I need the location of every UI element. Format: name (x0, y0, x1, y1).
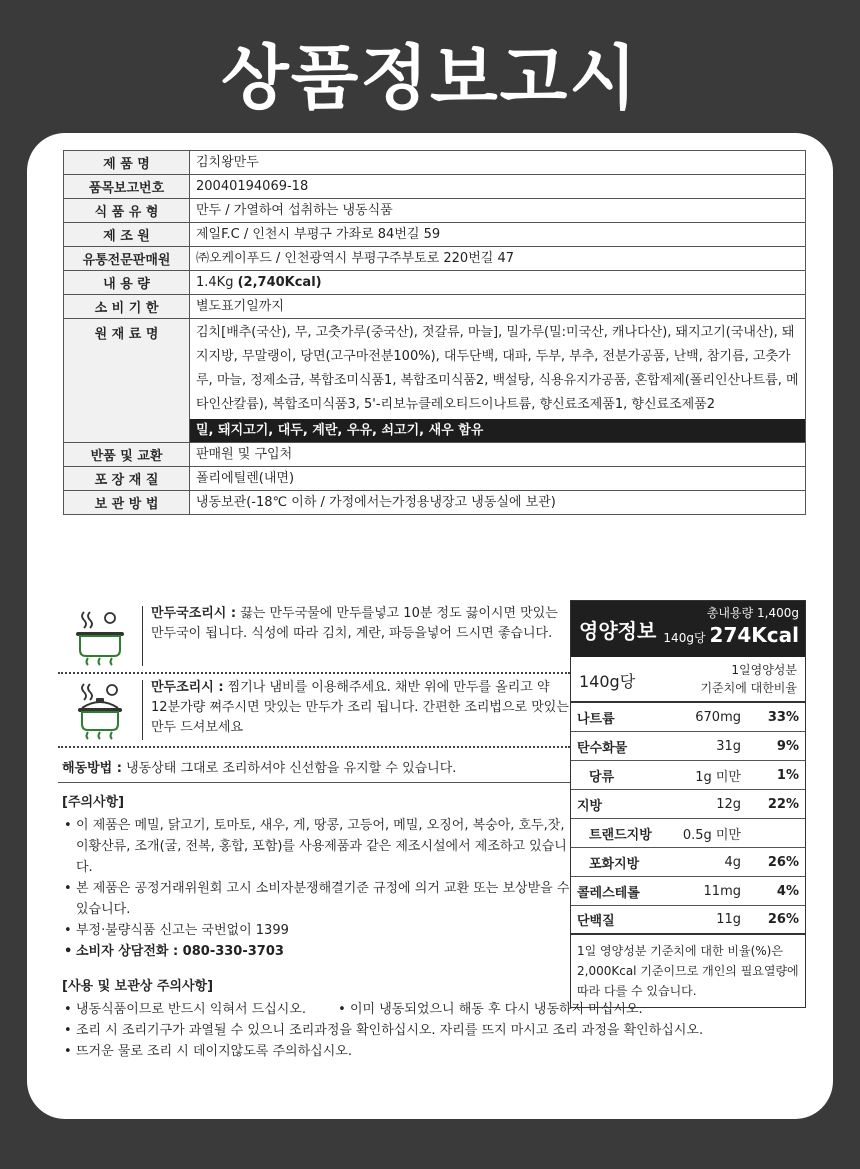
table-row (64, 491, 806, 515)
row-value: 만두 / 가열하여 섭취하는 냉동식품 (190, 199, 806, 223)
row-value (190, 271, 806, 295)
nutrition-facts (570, 600, 806, 1008)
nutrient-percent: 9% (776, 738, 799, 754)
nutrition-title: 영양정보 (579, 619, 657, 643)
nutrient-name: 콜레스테롤 (577, 885, 640, 901)
row-label: 유통전문판매원 (64, 247, 190, 271)
nutrient-row (571, 906, 805, 935)
steam-cooking-box (58, 674, 570, 746)
table-row (64, 295, 806, 319)
daily-value-line1: 1일영양성분 (731, 663, 797, 677)
usage-heading: [사용 및 보관상 주의사항] (62, 979, 214, 994)
thaw-text: 냉동상태 그대로 조리하셔야 신선함을 유지할 수 있습니다. (126, 761, 457, 776)
nutrient-name: 단백질 (577, 914, 615, 929)
cooking-section (58, 600, 570, 783)
usage-item-inline: 이미 냉동되었으니 해동 후 다시 냉동하지 마십시오. (349, 1002, 643, 1017)
row-value: 김치왕만두 (190, 151, 806, 175)
cooking-title: 만두조리시 : (151, 680, 224, 695)
row-value: 폴리에틸렌(내면) (190, 467, 806, 491)
nutrient-row (571, 848, 805, 877)
thaw-title: 해동방법 : (62, 761, 122, 776)
nutrient-row (571, 790, 805, 819)
row-label: 제 조 원 (64, 223, 190, 247)
net-kcal: (2,740Kcal) (237, 275, 322, 290)
nutrient-percent: 26% (767, 912, 799, 927)
nutrient-amount: 670mg (695, 709, 741, 725)
nutrient-row (571, 819, 805, 848)
nutrient-amount: 12g (716, 796, 741, 812)
soup-cooking-box (58, 600, 570, 672)
row-label: 소 비 기 한 (64, 295, 190, 319)
divider (58, 782, 570, 783)
nutrient-row (571, 877, 805, 906)
daily-value-line2: 기준치에 대한비율 (700, 681, 797, 695)
cooking-desc: 찜기나 냄비를 이용해주세요. 채반 위에 만두를 올리고 약 12분가량 쪄주시면 맛있는 만두가 조리 됩니다. 간편한 조리법으로 맛있는 만두 드셔보세요 (151, 680, 569, 735)
total-amount: 총내용량 1,400g (706, 606, 799, 620)
row-label: 포 장 재 질 (64, 467, 190, 491)
thaw-method (58, 748, 570, 782)
daily-value-label (692, 657, 805, 701)
serving-kcal (663, 623, 799, 647)
row-value (190, 319, 806, 443)
nutrient-amount: 0.5g 미만 (682, 827, 741, 843)
page-title: 상품정보고시 (221, 37, 639, 119)
ingredients-text: 김치[배추(국산), 무, 고춧가루(중국산), 젓갈류, 마늘], 밀가루(밀:미국산, 캐나다산), 돼지고기(국내산), 돼지지방, 무말랭이, 당면(고구마전분100%), 대두단백, 대파, 두부, 부추, 전분가공품, 난백, 참기름, 고춧가루, 마늘, 정제소금, 복합조미식품1, 복합조미식품2, 백설탕, 식용유지가공품, 혼합제제(폴리인산나트륨, 메타인산칼륨), 복합조미식품3, 5'-리보뉴클레오티드이나트륨, 향신료조제품1, 향신료조제품2 (196, 325, 799, 412)
nutrient-percent: 22% (767, 796, 799, 812)
row-value: ㈜오케이푸드 / 인천광역시 부평구주부토로 220번길 47 (190, 247, 806, 271)
row-label: 식 품 유 형 (64, 199, 190, 223)
nutrient-percent: 4% (776, 883, 799, 899)
row-label: 반품 및 교환 (64, 443, 190, 467)
table-row (64, 151, 806, 175)
steamer-icon (58, 674, 142, 746)
nutrient-amount: 31g (716, 738, 741, 754)
nutrition-footnote: 1일 영양성분 기준치에 대한 비율(%)은 2,000Kcal 기준이므로 개인의 필요열량에 따라 다를 수 있습니다. (577, 944, 799, 998)
row-label: 보 관 방 법 (64, 491, 190, 515)
row-label: 내 용 량 (64, 271, 190, 295)
table-row (64, 271, 806, 295)
list-item: • 본 제품은 공정거래위원회 고시 소비자분쟁해결기준 규정에 의거 교환 또는 보상받을 수 있습니다. (62, 878, 572, 920)
steam-cooking-text (143, 674, 570, 746)
nutrient-name: 당류 (589, 769, 615, 785)
nutrient-row (571, 732, 805, 761)
serving-size: 140g당 (663, 631, 706, 645)
nutrient-percent: 1% (776, 767, 799, 783)
nutrition-header (571, 601, 805, 657)
nutrient-percent: 26% (767, 854, 799, 870)
consumer-phone: • 소비자 상담전화 : 080-330-3703 (62, 941, 572, 962)
row-value: 20040194069-18 (190, 175, 806, 199)
table-row (64, 319, 806, 443)
table-row (64, 175, 806, 199)
nutrient-amount: 1g 미만 (695, 769, 741, 785)
nutrient-name: 포화지방 (589, 856, 640, 872)
nutrient-name: 나트륨 (577, 711, 615, 727)
nutrient-amount: 11g (716, 912, 741, 927)
row-label: 원 재 료 명 (64, 319, 190, 443)
nutrient-percent: 33% (767, 709, 799, 725)
list-item: • 뜨거운 물로 조리 시 데이지않도록 주의하십시오. (62, 1041, 822, 1062)
list-item: • 조리 시 조리기구가 과열될 수 있으니 조리과정을 확인하십시오. 자리를 뜨지 마시고 조리 과정을 확인하십시오. (62, 1020, 822, 1041)
per-serving: 140g당 (579, 672, 636, 691)
nutrient-amount: 4g (724, 854, 741, 870)
allergen-notice: 밀, 돼지고기, 대두, 계란, 우유, 쇠고기, 새우 함유 (190, 419, 805, 443)
nutrient-name: 탄수화물 (577, 740, 628, 756)
table-row (64, 467, 806, 491)
row-value: 별도표기일까지 (190, 295, 806, 319)
nutrient-name: 트랜드지방 (589, 827, 652, 843)
table-row (64, 223, 806, 247)
cooking-title: 만두국조리시 : (151, 606, 237, 621)
row-label: 품목보고번호 (64, 175, 190, 199)
nutrient-amount: 11mg (703, 883, 741, 899)
usage-item-text: 냉동식품이므로 반드시 익혀서 드십시오. (76, 1002, 307, 1017)
nutrient-name: 지방 (577, 798, 603, 814)
row-value: 냉동보관(-18℃ 이하 / 가정에서는가정용냉장고 냉동실에 보관) (190, 491, 806, 515)
cooking-desc: 끓는 만두국물에 만두를넣고 10분 정도 끓이시면 맛있는 만두국이 됩니다. 식성에 따라 김치, 계란, 파등을넣어 드시면 좋습니다. (151, 606, 558, 641)
kcal-value: 274Kcal (709, 623, 799, 647)
row-value: 판매원 및 구입처 (190, 443, 806, 467)
usage-item-text: • 이미 냉동되었으니 해동 후 다시 냉동하지 마십시오. (338, 1002, 643, 1017)
nutrition-subheader (571, 657, 805, 703)
list-item: • 부정·불량식품 신고는 국번없이 1399 (62, 920, 572, 941)
nutrient-row (571, 703, 805, 732)
table-row (64, 443, 806, 467)
caution-heading: [주의사항] (62, 795, 125, 810)
row-value: 제일F.C / 인천시 부평구 가좌로 84번길 59 (190, 223, 806, 247)
pot-icon (58, 600, 142, 672)
list-item: • 이 제품은 메밀, 닭고기, 토마토, 새우, 게, 땅콩, 고등어, 메밀, 오징어, 복숭아, 호두,잣, 이황산류, 조개(굴, 전복, 홍합, 포함)를 사용제품과 같은 제조시설에서 제조하고 있습니다. (62, 815, 572, 878)
caution-section (62, 792, 572, 962)
soup-cooking-text (143, 600, 570, 672)
table-row (64, 199, 806, 223)
row-label: 제 품 명 (64, 151, 190, 175)
net-weight: 1.4Kg (196, 275, 234, 290)
table-row (64, 247, 806, 271)
product-info-table (63, 150, 806, 515)
nutrient-row (571, 761, 805, 790)
